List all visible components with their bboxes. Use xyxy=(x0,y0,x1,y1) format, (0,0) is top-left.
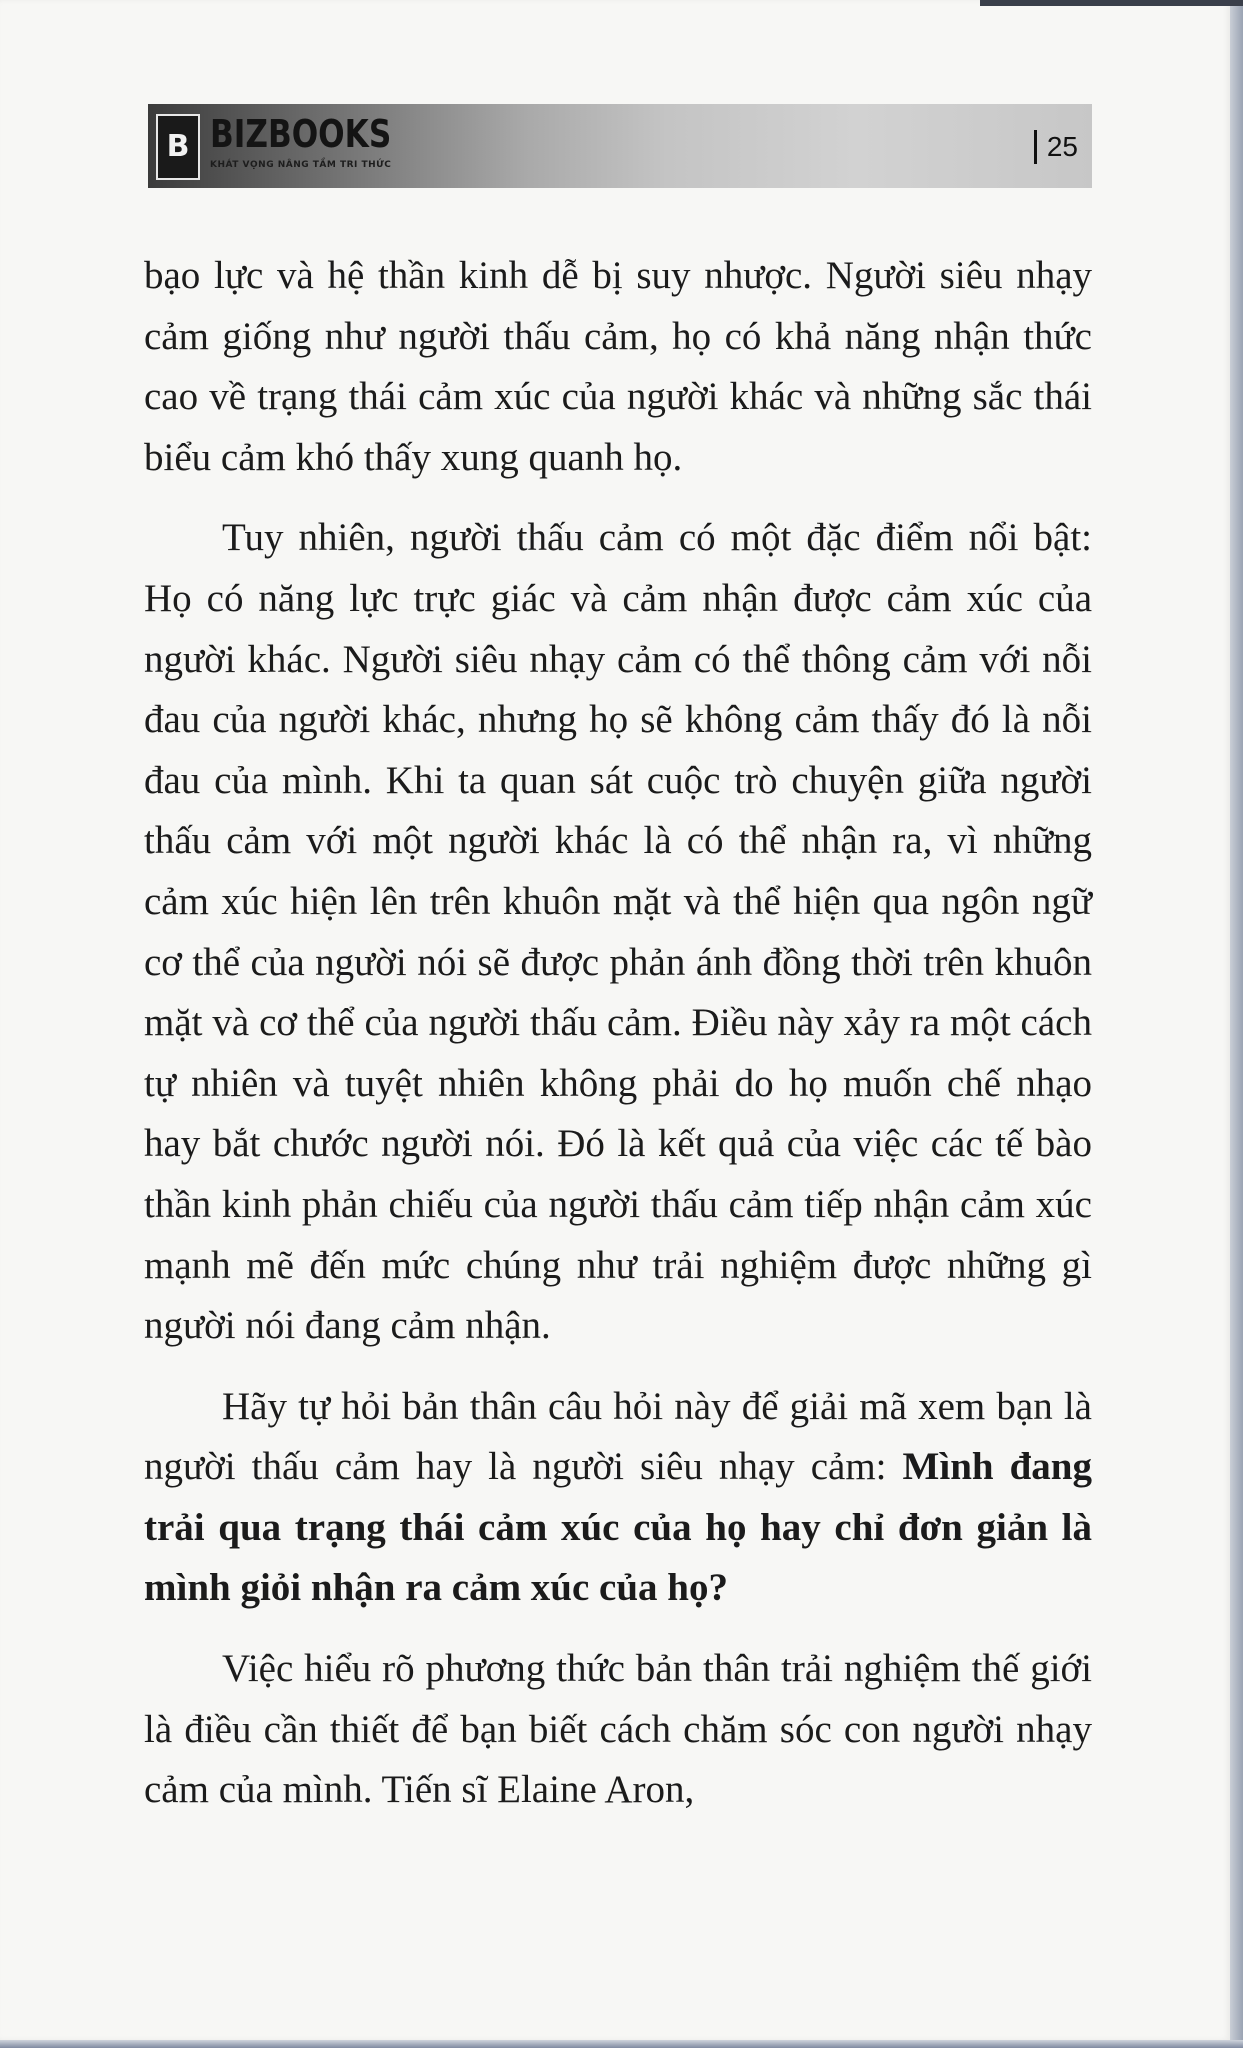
paragraph-1: bạo lực và hệ thần kinh dễ bị suy nhược. Người siêu nhạy cảm giống như người thấu cảm, họ có khả năng nhận thức cao về trạng thái cảm xúc của người khác và những sắc thái biểu cảm khó thấy xung quanh họ. xyxy=(144,254,1092,479)
page-edge-shadow xyxy=(1230,0,1243,2048)
publisher-name: BIZBOOKS xyxy=(210,112,392,156)
publisher-tagline: KHÁT VỌNG NÂNG TẦM TRI THỨC xyxy=(210,160,392,170)
body-text xyxy=(144,246,1092,1841)
top-edge-shadow xyxy=(980,0,1243,6)
paragraph-4: Việc hiểu rõ phương thức bản thân trải nghiệm thế giới là điều cần thiết để bạn biết cách chăm sóc con người nhạy cảm của mình. Tiến sĩ Elaine Aron, xyxy=(144,1647,1092,1812)
emphasized-question: Mình đang trải qua trạng thái cảm xúc của họ hay chỉ đơn giản là mình giỏi nhận ra cảm xúc của họ? xyxy=(144,1445,1092,1610)
page-number: 25 xyxy=(1034,130,1078,164)
bottom-edge-shadow xyxy=(0,2040,1243,2048)
running-header xyxy=(148,104,1092,188)
publisher-logo-icon: B xyxy=(156,114,200,180)
paragraph-3 xyxy=(144,1377,1092,1619)
paragraph-2: Tuy nhiên, người thấu cảm có một đặc điểm nổi bật: Họ có năng lực trực giác và cảm nhận được cảm xúc của người khác. Người siêu nhạy cảm có thể thông cảm với nỗi đau của người khác, nhưng họ sẽ không cảm thấy đó là nỗi đau của mình. Khi ta quan sát cuộc trò chuyện giữa người thấu cảm với một người khác là có thể nhận ra, vì những cảm xúc hiện lên trên khuôn mặt và thể hiện qua ngôn ngữ cơ thể của người nói sẽ được phản ánh đồng thời trên khuôn mặt và cơ thể của người thấu cảm. Điều này xảy ra một cách tự nhiên và tuyệt nhiên không phải do họ muốn chế nhạo hay bắt chước người nói. Đó là kết quả của việc các tế bào thần kinh phản chiếu của người thấu cảm tiếp nhận cảm xúc mạnh mẽ đến mức chúng như trải nghiệm được những gì người nói đang cảm nhận. xyxy=(144,516,1092,1348)
paragraph-3-text: Hãy tự hỏi bản thân câu hỏi này để giải mã xem bạn là người thấu cảm hay là người siêu nhạy cảm: xyxy=(144,1384,1092,1489)
